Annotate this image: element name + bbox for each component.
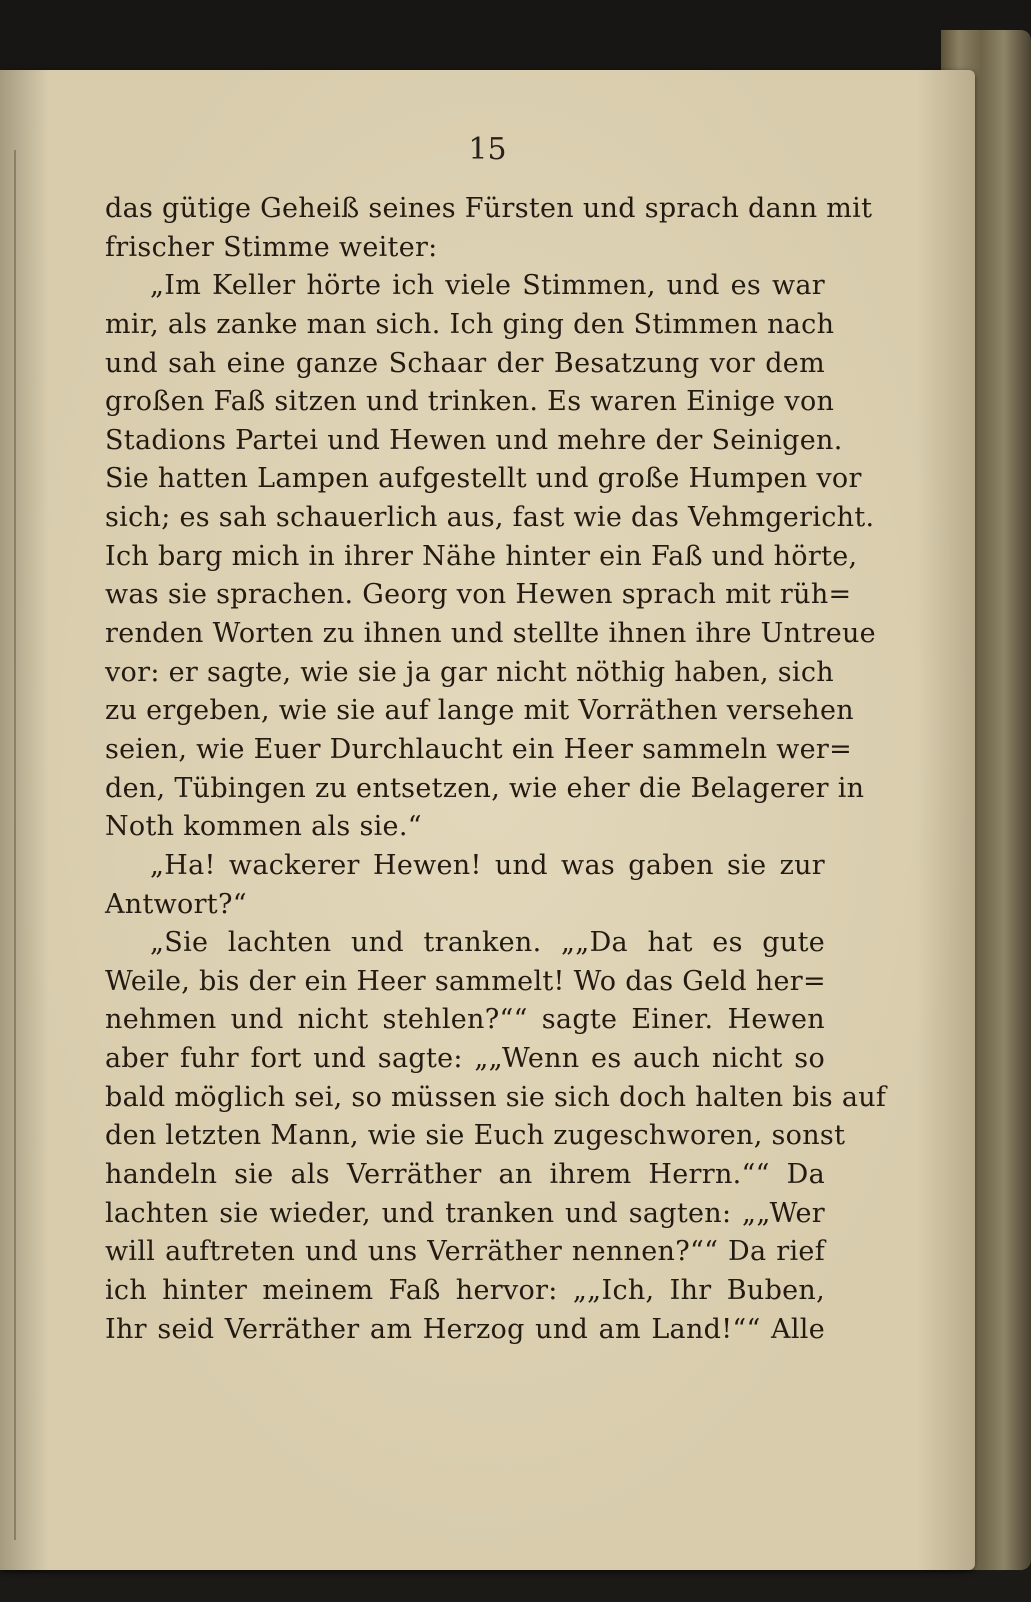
text-line: seien, wie Euer Durchlaucht ein Heer sammeln wer= — [105, 733, 853, 765]
text-line: aber fuhr fort und sagte: „„Wenn es auch nicht so — [105, 1043, 825, 1075]
text-line: „Sie lachten und tranken. „„Da hat es gute — [150, 927, 825, 959]
text-line: Ihr seid Verräther am Herzog und am Land!““ Alle — [105, 1313, 825, 1345]
text-line: vor: er sagte, wie sie ja gar nicht nöthig haben, sich — [105, 656, 834, 688]
text-line: Weile, bis der ein Heer sammelt! Wo das Geld her= — [105, 965, 826, 997]
text-line: handeln sie als Verräther an ihrem Herrn.““ Da — [105, 1159, 825, 1191]
text-line: mir, als zanke man sich. Ich ging den Stimmen nach — [105, 308, 835, 340]
text-line: sich; es sah schauerlich aus, fast wie das Vehmgericht. — [105, 502, 875, 534]
text-line: will auftreten und uns Verräther nennen?““ Da rief — [105, 1236, 825, 1268]
body-text — [105, 190, 887, 1349]
text-line: Ich barg mich in ihrer Nähe hinter ein Faß und hörte, — [105, 540, 858, 572]
text-line: ich hinter meinem Faß hervor: „„Ich, Ihr Buben, — [105, 1274, 825, 1306]
text-line: den letzten Mann, wie sie Euch zugeschworen, sonst — [105, 1120, 846, 1152]
text-line: was sie sprachen. Georg von Hewen sprach mit rüh= — [105, 579, 852, 611]
book-page — [0, 70, 975, 1570]
gutter-shadow — [14, 150, 16, 1540]
text-line: Antwort?“ — [105, 888, 247, 920]
text-line: „Ha! wackerer Hewen! und was gaben sie zur — [150, 849, 825, 881]
text-line: Sie hatten Lampen aufgestellt und große Humpen vor — [105, 463, 862, 495]
page-number: 15 — [468, 132, 507, 167]
text-line: zu ergeben, wie sie auf lange mit Vorräthen versehen — [105, 695, 854, 727]
text-line: frischer Stimme weiter: — [105, 231, 438, 263]
text-line: großen Faß sitzen und trinken. Es waren Einige von — [105, 386, 835, 418]
text-line: nehmen und nicht stehlen?““ sagte Einer. Hewen — [105, 1004, 825, 1036]
text-line: den, Tübingen zu entsetzen, wie eher die Belagerer in — [105, 772, 865, 804]
text-line: Stadions Partei und Hewen und mehre der Seinigen. — [105, 424, 843, 456]
text-line: „Im Keller hörte ich viele Stimmen, und es war — [150, 270, 825, 302]
text-line: bald möglich sei, so müssen sie sich doch halten bis auf — [105, 1081, 887, 1113]
text-line: lachten sie wieder, und tranken und sagten: „„Wer — [105, 1197, 825, 1229]
book-cover-top — [0, 0, 1031, 70]
text-line: und sah eine ganze Schaar der Besatzung vor dem — [105, 347, 825, 379]
text-line: das gütige Geheiß seines Fürsten und sprach dann mit — [105, 193, 873, 224]
text-line: renden Worten zu ihnen und stellte ihnen ihre Untreue — [105, 618, 876, 650]
text-line: Noth kommen als sie.“ — [105, 811, 422, 843]
